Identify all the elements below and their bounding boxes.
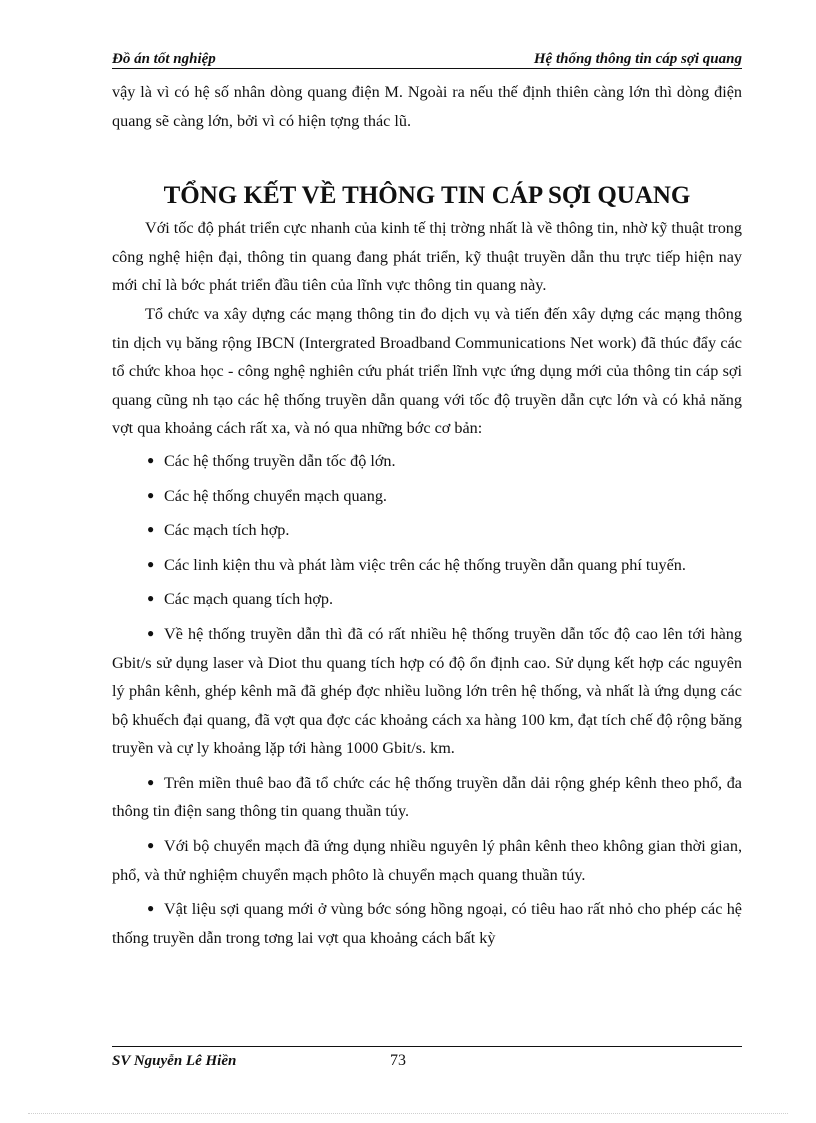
header-left: Đồ án tốt nghiệp <box>112 51 216 67</box>
intro-paragraph: vậy là vì có hệ số nhân dòng quang điện M. Ngoài ra nếu thế định thiên càng lớn thì dòng điện quang sẽ càng lớn, bởi vì có hiện tợng thác lũ. <box>112 83 742 130</box>
bullet-icon: ● <box>147 452 155 467</box>
bullet-item: ● Trên miền thuê bao đã tổ chức các hệ thống truyền dẫn dải rộng ghép kênh theo phổ, đa thông tin điện sang thông tin quang thuần túy. <box>112 768 742 826</box>
page-header <box>112 44 742 69</box>
paragraph: Tổ chức va xây dựng các mạng thông tin đo dịch vụ và tiến đến xây dựng các mạng thông tin dịch vụ băng rộng IBCN (Intergrated Broadband Communications Net work) đã thúc đẩy các tổ chức khoa học - công nghệ nghiên cứu phát triển lĩnh vực ứng dụng mới của thông tin cáp sợi quang cũng nh tạo các hệ thống truyền dẫn quang với tốc độ truyền dẫn cực lớn và có khả năng vợt qua khoảng cách rất xa, và nó qua những bớc cơ bản: <box>112 304 742 438</box>
bullet-item: ● Về hệ thống truyền dẫn thì đã có rất nhiều hệ thống truyền dẫn tốc độ cao lên tới hàng Gbit/s sử dụng laser và Diot thu quang tích hợp có độ ổn định cao. Sử dụng kết hợp các nguyên lý phân kênh, ghép kênh mã đã ghép đợc nhiều luồng lớn trên hệ thống, và nhất là ứng dụng các bộ khuếch đại quang, đã vợt qua đợc các khoảng cách xa hàng 100 km, đạt tích chế độ rộng băng truyền và cự ly khoảng lặp tới hàng 1000 Gbit/s. km. <box>112 619 742 763</box>
bullet-icon: ● <box>147 774 155 789</box>
bottom-divider <box>28 1113 788 1114</box>
bullet-icon: ● <box>147 838 155 853</box>
bullet-item: ● Các hệ thống chuyển mạch quang. <box>112 481 742 511</box>
bullet-icon: ● <box>147 522 155 537</box>
bullet-icon: ● <box>147 556 155 571</box>
page-footer <box>112 1046 742 1075</box>
page-number: 73 <box>390 1052 406 1069</box>
bullet-item: ● Với bộ chuyển mạch đã ứng dụng nhiều nguyên lý phân kênh theo không gian thời gian, phổ, và thử nghiệm chuyển mạch phôto là chuyển mạch quang thuần túy. <box>112 831 742 889</box>
bullet-icon: ● <box>147 487 155 502</box>
paragraph: Với tốc độ phát triển cực nhanh của kinh tế thị trờng nhất là về thông tin, nhờ kỹ thuật trong công nghệ hiện đại, thông tin quang đang phát triển, kỹ thuật truyền dẫn thu trực tiếp hiện nay mới chỉ là bớc phát triển đầu tiên của lĩnh vực thông tin quang này. <box>112 219 742 295</box>
bullet-icon: ● <box>147 901 155 916</box>
section-title: TỔNG KẾT VỀ THÔNG TIN CÁP SỢI QUANG <box>163 182 691 210</box>
bullet-icon: ● <box>147 625 155 640</box>
header-right: Hệ thống thông tin cáp sợi quang <box>533 51 742 67</box>
bullet-item: ● Các mạch tích hợp. <box>112 515 742 545</box>
bullet-item: ● Các linh kiện thu và phát làm việc trên các hệ thống truyền dẫn quang phí tuyến. <box>112 550 742 580</box>
page-body <box>112 78 742 952</box>
footer-author: SV Nguyễn Lê Hiền <box>112 1053 237 1069</box>
bullet-icon: ● <box>147 591 155 606</box>
bullet-item: ● Các mạch quang tích hợp. <box>112 584 742 614</box>
bullet-item: ● Vật liệu sợi quang mới ở vùng bớc sóng hồng ngoại, có tiêu hao rất nhỏ cho phép các hệ thống truyền dẫn trong tơng lai vợt qua khoảng cách bất kỳ <box>112 894 742 952</box>
bullet-item: ● Các hệ thống truyền dẫn tốc độ lớn. <box>112 446 742 476</box>
